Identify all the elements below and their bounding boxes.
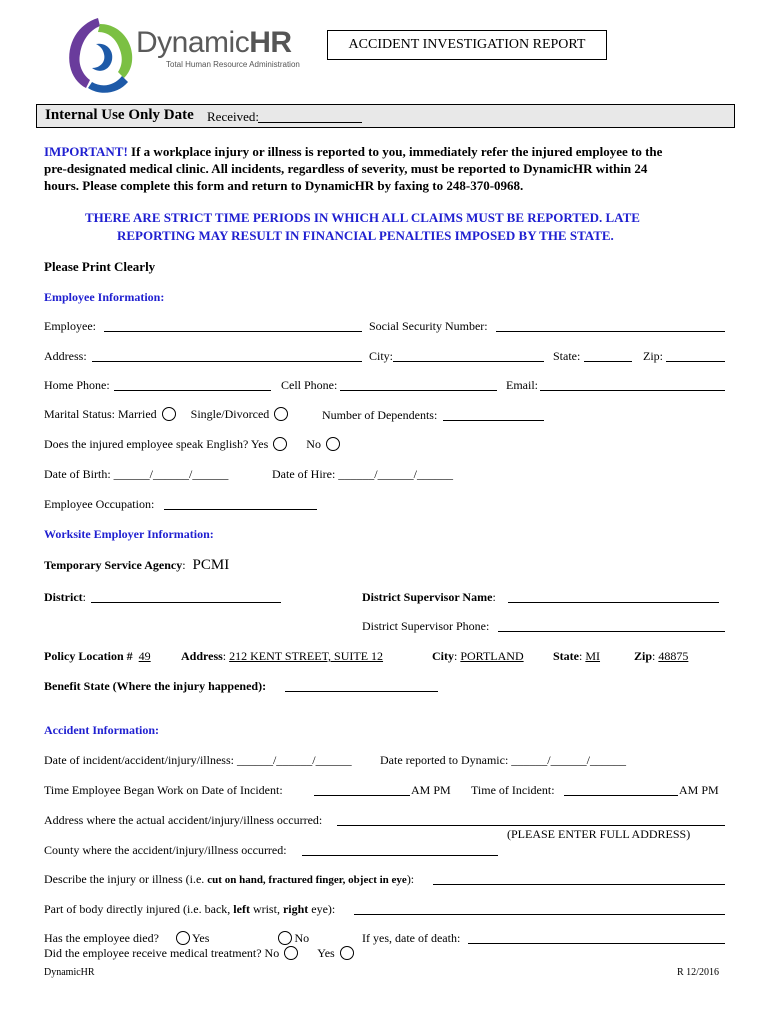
employee-info-heading: Employee Information:: [44, 290, 165, 304]
logo-tagline: Total Human Resource Administration: [166, 60, 300, 69]
full-address-note: (PLEASE ENTER FULL ADDRESS): [507, 827, 691, 841]
site-address-value: 212 KENT STREET, SUITE 12: [229, 649, 384, 663]
treatment-no-radio[interactable]: [284, 946, 298, 960]
employee-field[interactable]: [104, 331, 362, 332]
ampm-began[interactable]: AM PM: [411, 783, 451, 797]
died-no-label: No: [294, 931, 310, 945]
site-address-row: Address: 212 KENT STREET, SUITE 12: [181, 649, 384, 663]
dependents-field[interactable]: [443, 420, 544, 421]
important-text: [44, 144, 662, 160]
warning-line2: REPORTING MAY RESULT IN FINANCIAL PENALTIES IMPOSED BY THE STATE.: [117, 228, 614, 243]
footer-right: R 12/2016: [677, 967, 719, 978]
home-phone-label: Home Phone:: [44, 378, 110, 392]
occupation-label: Employee Occupation:: [44, 497, 155, 511]
important-lead: IMPORTANT!: [44, 144, 128, 159]
zip-field[interactable]: [666, 361, 725, 362]
describe-label-a: Describe the injury or illness (i.e.: [44, 872, 208, 886]
address-label: Address:: [44, 349, 87, 363]
supervisor-phone-label: District Supervisor Phone:: [362, 619, 490, 633]
home-phone-field[interactable]: [114, 390, 271, 391]
city-field[interactable]: [393, 361, 544, 362]
english-yes-radio[interactable]: [273, 437, 287, 451]
english-label: Does the injured employee speak English? Yes: [44, 437, 269, 451]
time-incident-label: Time of Incident:: [471, 783, 555, 797]
policy-row: [44, 649, 151, 664]
policy-value: 49: [138, 649, 151, 663]
married-radio[interactable]: [162, 407, 176, 421]
agency-value: PCMI: [192, 557, 230, 573]
single-label: Single/Divorced: [190, 407, 270, 421]
district-field[interactable]: [91, 602, 281, 603]
important-line2: pre-designated medical clinic. All incidents, regardless of severity, must be reported to DynamicHR within 24: [44, 161, 648, 176]
logo-name-bold: HR: [249, 26, 292, 59]
date-incident-label[interactable]: Date of incident/accident/injury/illness: ______/______/______: [44, 753, 352, 767]
address-occurred-label: Address where the actual accident/injury/illness occurred:: [44, 813, 323, 827]
site-state-row: State: MI: [553, 649, 601, 663]
body-row: [44, 902, 335, 917]
single-radio[interactable]: [274, 407, 288, 421]
county-field[interactable]: [302, 855, 498, 856]
site-zip-row: Zip: 48875: [634, 649, 689, 663]
internal-use-label: Internal Use Only Date: [45, 107, 194, 123]
cell-phone-label: Cell Phone:: [281, 378, 338, 392]
site-state-value: MI: [585, 649, 601, 663]
ampm-incident[interactable]: AM PM: [679, 783, 719, 797]
worksite-heading: Worksite Employer Information:: [44, 527, 214, 541]
site-city-value: PORTLAND: [460, 649, 524, 663]
zip-label: Zip:: [643, 349, 663, 363]
print-clearly: Please Print Clearly: [44, 259, 156, 274]
benefit-label: Benefit State (Where the injury happened):: [44, 679, 267, 693]
marital-label: Marital Status: Married: [44, 407, 157, 421]
time-began-label: Time Employee Began Work on Date of Incident:: [44, 783, 283, 797]
treatment-yes-radio[interactable]: [340, 946, 354, 960]
site-address-label: Address: [181, 649, 223, 663]
report-title: ACCIDENT INVESTIGATION REPORT: [327, 30, 607, 60]
address-field[interactable]: [92, 361, 362, 362]
supervisor-name-row: District Supervisor Name:: [362, 590, 496, 604]
supervisor-name-field[interactable]: [508, 602, 719, 603]
site-city-label: City: [432, 649, 454, 663]
agency-label: Temporary Service Agency: [44, 558, 183, 572]
died-yes-radio[interactable]: [176, 931, 190, 945]
died-yes-label: Yes: [191, 931, 210, 945]
site-zip-value: 48875: [658, 649, 689, 663]
body-field[interactable]: [354, 914, 725, 915]
english-no-label: No: [306, 437, 321, 451]
important-line3: hours. Please complete this form and return to DynamicHR by faxing to 248-370-0968.: [44, 178, 524, 193]
footer-left: DynamicHR: [44, 967, 95, 978]
state-label: State:: [553, 349, 581, 363]
email-label: Email:: [506, 378, 538, 392]
logo-name-plain: Dynamic: [136, 26, 250, 59]
state-field[interactable]: [584, 361, 632, 362]
occupation-field[interactable]: [164, 509, 317, 510]
treatment-yes-label: Yes: [317, 946, 335, 960]
warning-line1: THERE ARE STRICT TIME PERIODS IN WHICH ALL CLAIMS MUST BE REPORTED. LATE: [85, 210, 640, 225]
body-label-e: eye):: [308, 902, 336, 916]
describe-examples: cut on hand, fractured finger, object in eye: [207, 874, 407, 886]
time-incident-field[interactable]: [564, 795, 678, 796]
logo-mark-icon: [60, 14, 140, 96]
accident-heading: Accident Information:: [44, 723, 159, 737]
ssn-field[interactable]: [496, 331, 725, 332]
dob-label[interactable]: Date of Birth: ______/______/______: [44, 467, 229, 481]
body-right: right: [282, 902, 309, 916]
marital-row: [44, 407, 290, 422]
english-no-radio[interactable]: [326, 437, 340, 451]
death-date-field[interactable]: [468, 943, 725, 944]
date-reported-label[interactable]: Date reported to Dynamic: ______/______/______: [380, 753, 626, 767]
body-left: left: [233, 902, 250, 916]
died-row: [44, 931, 309, 946]
benefit-field[interactable]: [285, 691, 438, 692]
city-label: City:: [369, 349, 394, 363]
treatment-label: Did the employee receive medical treatment? No: [44, 946, 280, 960]
agency-row: Temporary Service Agency: PCMI: [44, 557, 230, 573]
died-label: Has the employee died?: [44, 931, 159, 945]
english-row: [44, 437, 342, 452]
ssn-label: Social Security Number:: [369, 319, 488, 333]
site-city-row: City: PORTLAND: [432, 649, 524, 663]
death-date-label: If yes, date of death:: [362, 931, 461, 945]
cell-phone-field[interactable]: [340, 390, 497, 391]
doh-label[interactable]: Date of Hire: ______/______/______: [272, 467, 453, 481]
body-label-a: Part of body directly injured (i.e. back,: [44, 902, 234, 916]
describe-field[interactable]: [433, 884, 725, 885]
important-line1: If a workplace injury or illness is reported to you, immediately refer the injured employee to the: [127, 144, 663, 159]
received-label: Received:: [207, 109, 259, 124]
treatment-row: [44, 946, 356, 961]
policy-label: Policy Location #: [44, 649, 133, 663]
address-occurred-field[interactable]: [337, 825, 725, 826]
employee-label: Employee:: [44, 319, 96, 333]
dependents-label: Number of Dependents:: [322, 408, 438, 422]
site-state-label: State: [553, 649, 579, 663]
supervisor-name-label: District Supervisor Name: [362, 590, 493, 604]
received-field[interactable]: [258, 122, 362, 123]
county-label: County where the accident/injury/illness occurred:: [44, 843, 287, 857]
supervisor-phone-field[interactable]: [498, 631, 725, 632]
died-no-radio[interactable]: [278, 931, 292, 945]
describe-row: [44, 872, 414, 887]
district-row: District:: [44, 590, 86, 604]
describe-label-c: ):: [406, 872, 415, 886]
company-logo: [60, 14, 300, 96]
body-label-c: wrist,: [249, 902, 283, 916]
site-zip-label: Zip: [634, 649, 653, 663]
email-field[interactable]: [540, 390, 725, 391]
time-began-field[interactable]: [314, 795, 410, 796]
district-label: District: [44, 590, 83, 604]
